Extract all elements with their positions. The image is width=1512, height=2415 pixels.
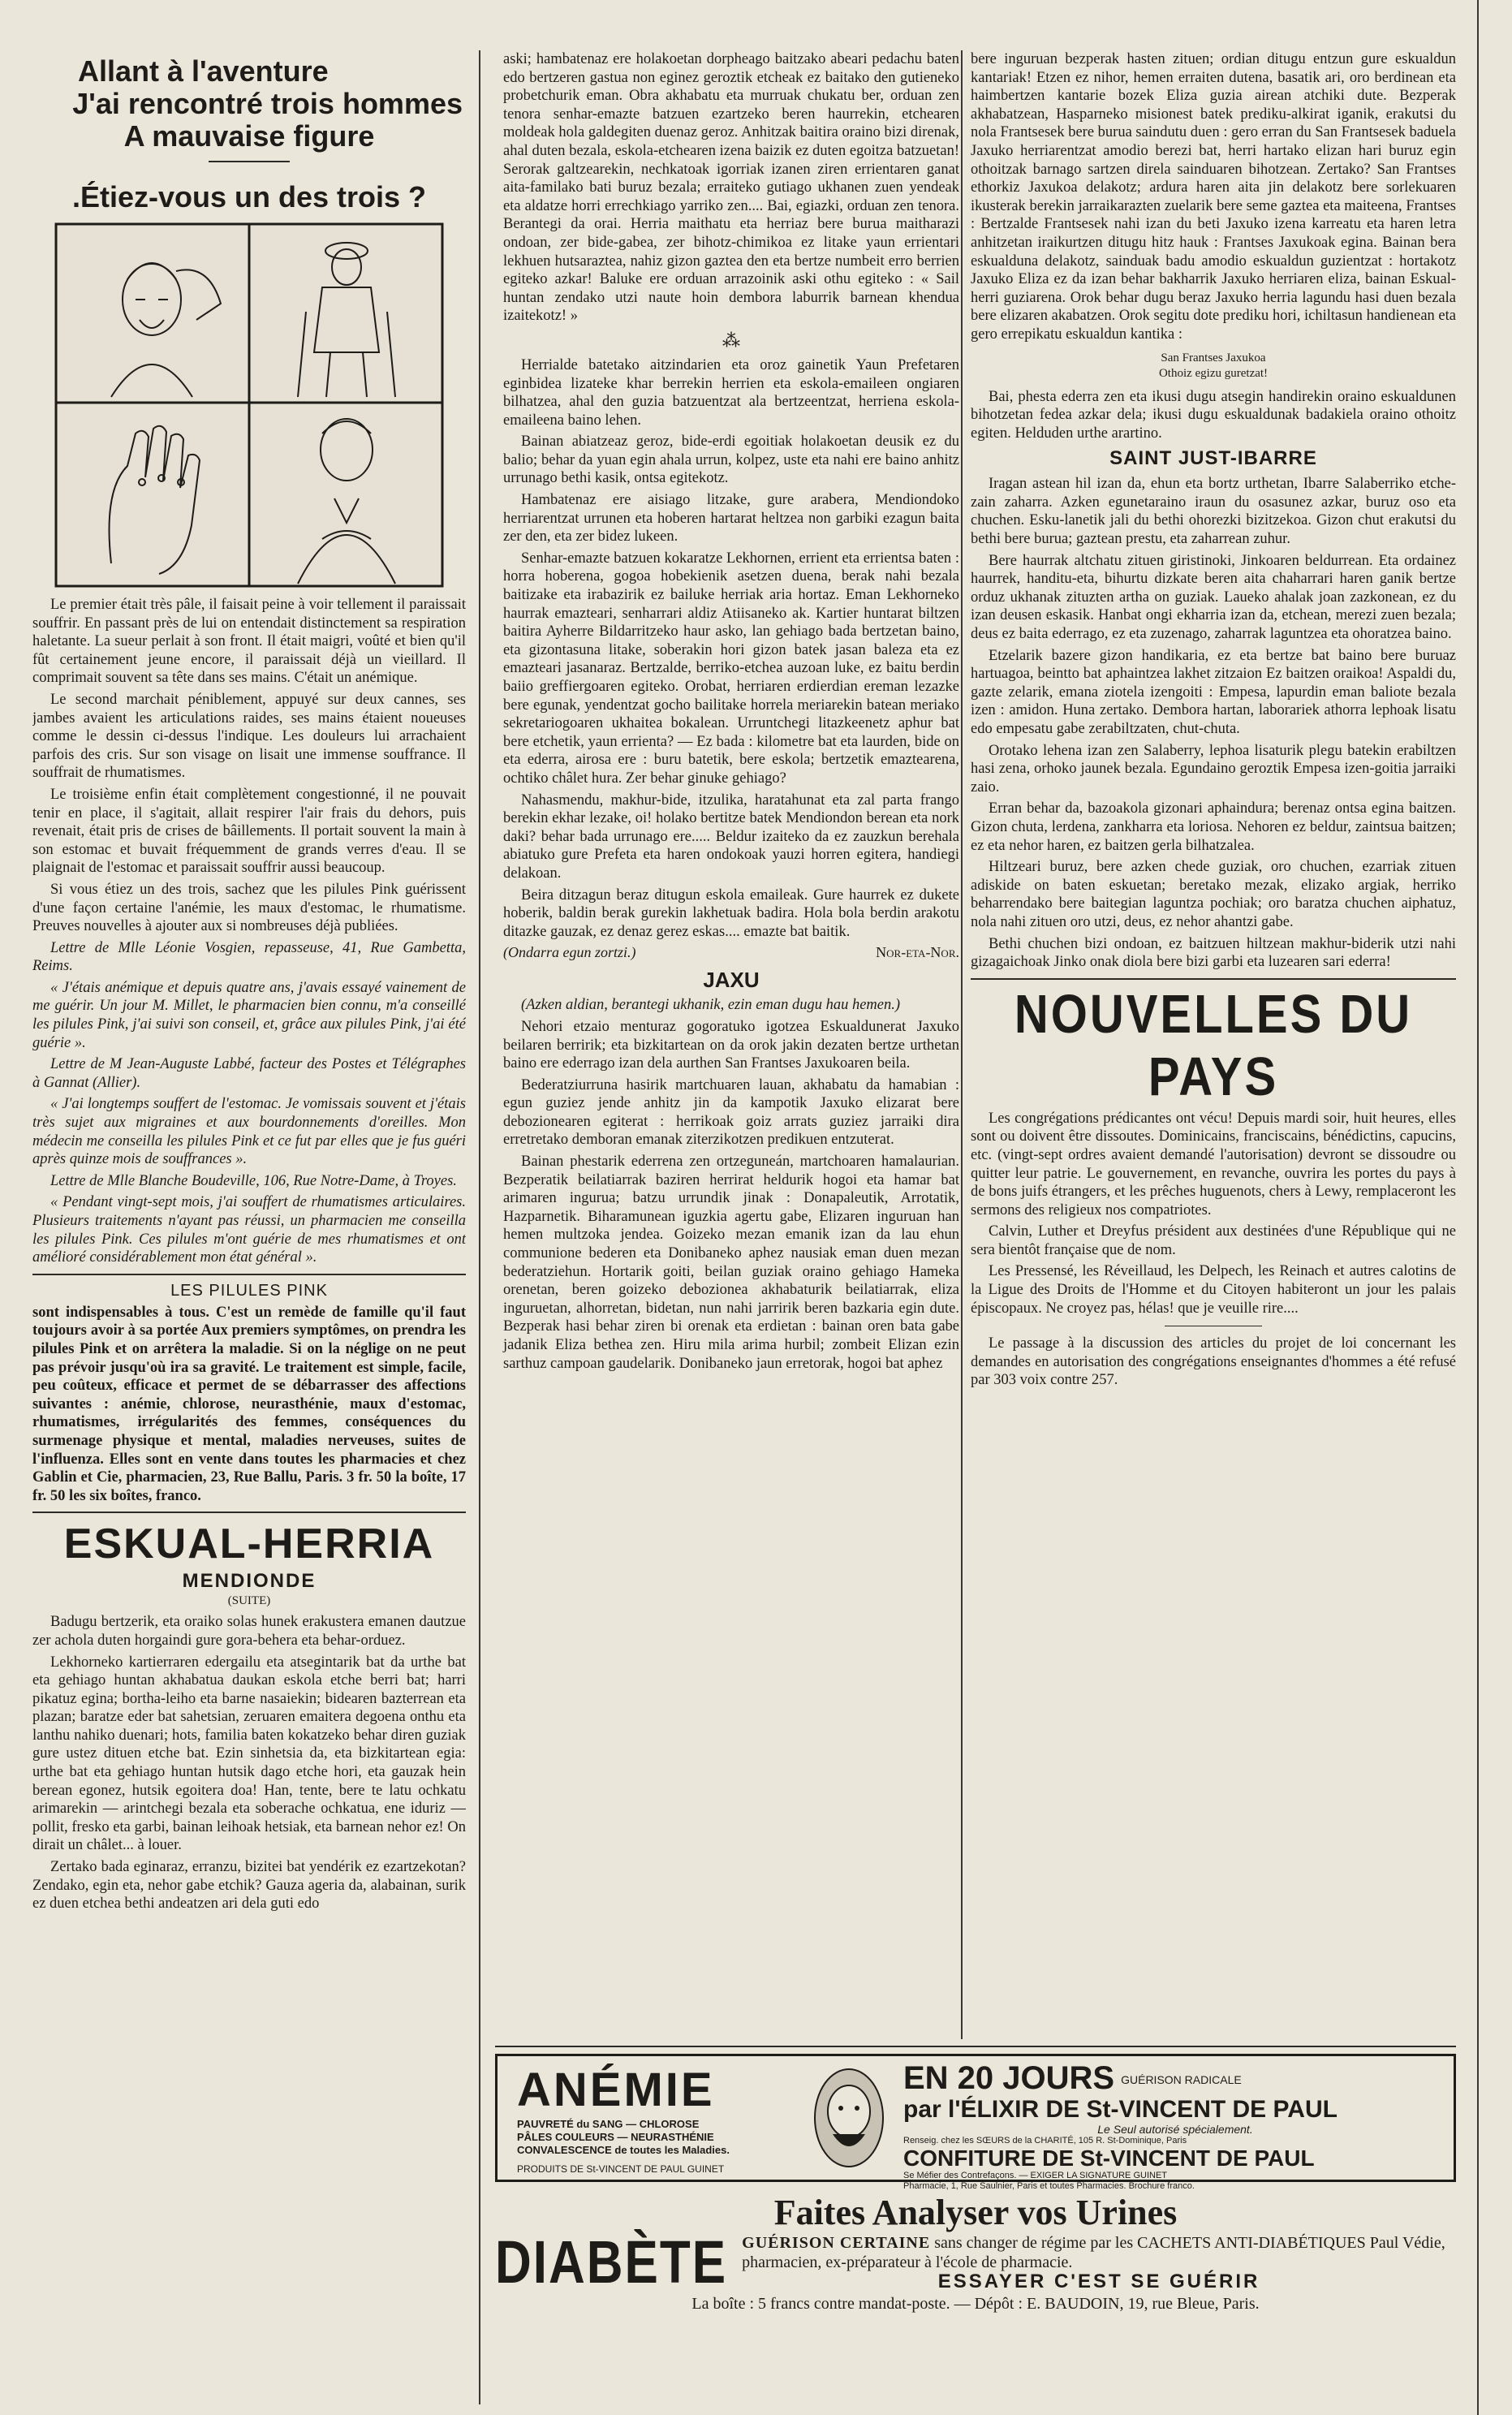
diabete-ad xyxy=(495,2228,1456,2296)
paragraph: Les congrégations prédicantes ont vécu! Depuis mardi soir, huit heures, elles sont ou doivent être dissoutes. Dominicains, franciscains, bénédictins, capucins, etc. (vingt-sept ordres avaient demandé l'autorisation) devront se dissoudre ou quitter leur patrie. Le gouvernement, en revanche, ouvrira les portes du pays à de bons juifs étrangers, et les prêches huguenots, chers à Lewy, remplaceront les sermons des religieux nos compatriotes. xyxy=(971,1110,1456,1218)
saint-just-title: SAINT JUST-IBARRE xyxy=(1109,447,1317,470)
paragraph: Etzelarik bazere gizon handikaria, ez eta bertze bat baino bere buruaz hartuagoa, beintto bat aphaintzea lakhet zitzaion Ez baitzen oraikoa! Aspaldi du, gazte zelarik, emana ziotela izengoiti : Empesa, lapurdin eman baliote bezala izen : amidon. Huna zertako. Dembora hartan, laborariek athorra lephoak lisatu edo empesatu gabe zerabiltzaten, chut-chuta. xyxy=(971,647,1456,737)
symptom-line: PÂLES COULEURS — NEURASTHÉNIE xyxy=(517,2131,714,2143)
illustration-three-men xyxy=(54,222,444,588)
diabete-text xyxy=(742,2233,1456,2292)
anemie-right-text xyxy=(903,2061,1447,2192)
pharmacie-address: Pharmacie, 1, Rue Saulnier, Paris et toutes Pharmacies. Brochure franco. xyxy=(903,2181,1195,2192)
confiture-line: CONFITURE DE St-VINCENT DE PAUL xyxy=(903,2145,1315,2171)
paragraph: Bere haurrak altchatu zituen giristinoki, Jinkoaren beldurrean. Eta ordainez haurrek, handitu-eta, bihurtu dizkate beren aita chaharrari haren ganik bertze orduz ukhanak zituzten artha on guziak. Laueko ahalak joan zazkonean, ez du izan deusen eskasik. Hanbat ongi ekharria izan da, etchean, merezi zuen bezala; deus ez baita ederrago, ez eta zuzenago, zaharrak laguntzea eta ohoratzea baino. xyxy=(971,552,1456,643)
paragraph: Hiltzeari buruz, bere azken chede guziak, oro chuchen, ezarriak zituen adiskide on baten eskuetan; beretako mezak, elizako argiak, herriko beharrendako bere baitegian laguntza pochiak; oro baratza chuchen aiphatuz, nola nahi zituen oro utzi, deus, ez nehor ahantzi gabe. xyxy=(971,859,1456,930)
seul-autorise: Le Seul autorisé spécialement. xyxy=(1097,2123,1253,2137)
anemie-ad xyxy=(495,2054,1456,2192)
hymn-line: San Frantses Jaxukoa xyxy=(1161,351,1266,364)
aventure-heading xyxy=(32,55,466,153)
saint-portrait-icon xyxy=(804,2061,894,2175)
signature-line xyxy=(503,944,959,961)
paragraph: Zertako bada eginaraz, erranzu, bizitei bat yendérik ez ezartzekotan? Zendako, egin eta, nehor gabe etchik? Gauza ageria da, alabainan, surik ez duen etchea bethi andeatzen ari dela guti edo xyxy=(32,1859,466,1913)
suite-label: (SUITE) xyxy=(227,1594,271,1608)
paragraph: Beira ditzagun beraz ditugun eskola emaileak. Gure haurrek ez dukete hoberik, baldin berak gurekin lakhetuak badira. Hola bola berdin arakotu ditazke gauzak, ez denaz gerez eskas.... emazte bat baitik. xyxy=(503,886,959,940)
paragraph: Erran behar da, bazoakola gizonari aphaindura; berenaz ontsa egina baitzen. Gizon chuta, lerdena, zankharra eta loriosa. Nehoren ez beldur, zaintsua baitzen; ez eta nehor haren, ez baitzen gerla bilhatzalea. xyxy=(971,800,1456,854)
pilules-title: LES PILULES PINK xyxy=(170,1281,328,1300)
paragraph: Si vous étiez un des trois, sachez que les pilules Pink guérissent d'une façon certaine l'anémie, les maux d'estomac, le rhumatisme. Preuves nouvelles à ajouter aux si nombreuses déjà publiées. xyxy=(32,881,466,935)
paragraph: Bethi chuchen bizi ondoan, ez baitzuen hiltzean makhur-biderik utzi nahi gizagaichoak Jinko onak diola bere bizi garbi eta luzearen sari ederra! xyxy=(971,935,1456,971)
etiez-heading: .Étiez-vous un des trois ? xyxy=(71,180,427,213)
short-rule xyxy=(209,161,290,162)
eskual-herria-title: ESKUAL-HERRIA xyxy=(63,1520,435,1568)
column-2 xyxy=(492,50,959,2055)
pilules-text: sont indispensables à tous. C'est un remède de famille qu'il faut toujours avoir à sa portée Aux premiers symptômes, on prendra les pilules Pink et on arrêtera la maladie. Si on la néglige on ne peut pas prévoir jusqu'où ira sa gravité. Le traitement est simple, facile, peu coûteux, efficace et permet de se débarrasser des affections suivantes : anémie, chlorose, neurasthénie, maux d'estomac, rhumatismes, irrégularités des femmes, conséquences du surmenage physique et mental, maladies nerveuses, suites de l'influenza. Elles sont en vente dans toutes les pharmacies et chez Gablin et Cie, pharmacien, 23, Rue Ballu, Paris. 3 fr. 50 la boîte, 17 fr. 50 les six boîtes, franco. xyxy=(32,1304,466,1504)
paragraph: Calvin, Luther et Dreyfus président aux destinées d'une République qui ne sera bientôt française que de nom. xyxy=(971,1223,1456,1258)
advertisements xyxy=(495,2046,1456,2314)
paragraph: Senhar-emazte batzuen kokaratze Lekhornen, errient eta errientsa baten : horra hoberena, gogoa hobekienik asetzen duena, berak nahi bezala baitizake eta irabazirik ez bailuke herriak aria hortaz. Eman Lekhorneko haurrak emazteari, senharrari aldiz Atiisaneko ak. Kartier huntarat biltzen baitira Ayherre Bildarritzeko haur asko, lan gehiago bada bertzetan baino, eta gizontasuna litake, soberakin hori gizon batek jasan baleza eta ez emazteari jasanaraz. Bertzalde, berriko-etchea auzoan luke, ez baitu berdin baiio greffiergoaren egiteko. Orobat, herriaren erdierdian ereman lezazke bere egunak, yendentzat gocho bailitake horrela meriarekin batean meriako sekretariogoaren ukhaitea bokalean. Urruntchegi litazkeenetz aphur bat bere etchetik, yaun errienta? — Ez bada : kilometre bat eta laurden, bide on eta ederra, airosa ere : buru batetik, bere eskola; bertzetik emaztearena, ochtiko châlet hura. Zer behar ginuke gehiago? xyxy=(503,550,959,787)
paragraph: Bainan abiatzeaz geroz, bide-erdi egoitiak holakoetan deusik ez du balio; behar da yuan egin ahala urrun, kolpez, uste eta nahi ere baino anhitz urrunago bethi kasik, ontsa egitekotz. xyxy=(503,433,959,487)
paragraph: Le premier était très pâle, il faisait peine à voir tellement il paraissait souffrir. En passant près de lui on entendait distinctement sa respiration haletante. La sueur perlait à son front. Il était maigri, voûté et bien qu'il fût certainement jeune encore, il paraissait déjà un vieillard. Il comprimait souvent sa tête dans ses mains. C'était un anémique. xyxy=(32,597,466,687)
to-be-continued: (Ondarra egun zortzi.) xyxy=(503,944,636,961)
letter-quote: « J'étais anémique et depuis quatre ans, j'avais essayé vainement de me guérir. Un jour M. Millet, le pharmacien bien connu, m'a conseillé les pilules Pink, j'ai suivi son conseil, et, grâce aux pilules Pink, j'ai été guérie ». xyxy=(32,979,466,1051)
letter-quote: « Pendant vingt-sept mois, j'ai souffert de rhumatismes articulaires. Plusieurs traitements n'ayant pas réussi, un pharmacien me conseilla les pilules Pink. Ces pilules m'ont guérie de mes rhumatismes et ont amélioré considérablement mon état général ». xyxy=(32,1194,466,1266)
heading-line: J'ai rencontré trois hommes xyxy=(72,87,463,120)
paragraph: Iragan astean hil izan da, ehun eta bortz urthetan, Ibarre Salaberriko etche-zain zaharra. Azken egunetaraino iraun du osasunez azkar, buruz oso eta chuchen. Esku-lanetik jali du bethi ohorezki bizitzekoa. Gizon chut erakutsi du bethi bere burua; gaztean prestu, eta zaharrean zuhur. xyxy=(971,476,1456,548)
section-rule xyxy=(32,1274,466,1275)
twenty-days: EN 20 JOURS xyxy=(903,2060,1115,2096)
paragraph: Bai, phesta ederra zen eta ikusi dugu atsegin handirekin oraino eskualdunen bihotzetan fedea azkar dela; ikusi dugu eskualdunak badakiela oraino othoitz egiten. Helduden urthe arartino. xyxy=(971,388,1456,442)
heading-line: Allant à l'aventure xyxy=(78,54,329,88)
letter-intro: Lettre de M Jean-Auguste Labbé, facteur des Postes et Télégraphes à Gannat (Allier). xyxy=(32,1056,466,1091)
guerison-certaine: GUÉRISON CERTAINE xyxy=(742,2234,931,2252)
paragraph: Bederatziurruna hasirik martchuaren lauan, akhabatu da hamabian : egun guziez jende anhitz jin da kampotik Jaxuko elizarat bere debozionearen egiterat : herrikoak goiz arrats guziez jarraiki dira erretretako demboran emanak ziterzikotzen predikuen entzuterat. xyxy=(503,1076,959,1149)
paragraph: Hambatenaz ere aisiago litzake, gure arabera, Mendiondoko herriarentzat urrunen eta hoberen hartarat heltzea non garbiki ezagun baita zer den, eta zer bidez lukeen. xyxy=(503,492,959,546)
paragraph: Nehori etzaio menturaz gogoratuko igotzea Eskualdunerat Jaxuko beilaren berririk; eta bizkitartean on da orok jakin dezaten bertze urthetan baino ere ederrago izan dela aurthen San Frantses Jaxukoaren beila. xyxy=(503,1018,959,1072)
jaxu-note: (Azken aldian, berantegi ukhanik, ezin eman dugu hau hemen.) xyxy=(521,997,901,1014)
paragraph: Le second marchait péniblement, appuyé sur deux cannes, ses jambes avaient les articulations raides, ses mains étaient noueuses comme le dessin ci-dessus l'indique. Les douleurs lui arrachaient parfois des cris. Sur son visage on lisait une immense souffrance. Il souffrait de rhumatismes. xyxy=(32,691,466,782)
symptom-line: CONVALESCENCE de toutes les Maladies. xyxy=(517,2144,730,2156)
paragraph: Badugu bertzerik, eta oraiko solas hunek erakustera emanen dautzue zer achola duten horgaindi gure gora-behera eta behar-orduez. xyxy=(32,1614,466,1649)
contrefacons-note: Se Méfier des Contrefaçons. — EXIGER LA SIGNATURE GUINET xyxy=(903,2171,1168,2181)
ads-rule xyxy=(495,2046,1456,2047)
mendionde-title: MENDIONDE xyxy=(182,1570,317,1593)
paragraph: Nahasmendu, makhur-bide, itzulika, haratahunat eta zal parta frango berekin ekhar lezake, oi! holako bertitze batek Mendiondon berean eta nork daki? behar bada urrunago ere..... Beldur izaiteko da ez zauzkun berehala abiatuko gure Prefeta eta haren ondokoak yauzi horren egitera, handiegi delakoan. xyxy=(503,791,959,882)
anemie-headline: ANÉMIE xyxy=(517,2064,715,2116)
paragraph: aski; hambatenaz ere holakoetan dorpheago baitzako abeari pedachu baten edo bertzeren gastua non eginez geroztik etcheak ez baitako den gutieneko probetchurik eman. Obra akhabatu eta murruak chukatu ber, orduan zen tenora senhar-emazte batzuen ezartzeko beren haurrekin, etchearen moldeak hola galdegiten duenaz geroz. Anhitzak baitira oraino bizi direnak, ahal duten bezala, eskola-etchearen izena baizik ez duten egoitza batzuetan! Serorak galtzearekin, nechkatoak igorriak izanen ziren errientaren ganat aita-familako bati buruz bezala; erraiteko gutiago ukhanen zuen yendeak eta aldatze horri errechkiago yarriko zen.... Bai, egiazki, orduan zen tenora. Berantegi da orai. Herria maithatu eta herriaz bere burua maitharazi ondoan, zer bide-gabea, zer bihotz-chimikoa ez litake yaun errientari lekhuen hutsaraztea, nahiz gizon gaztea den eta bertze numbeit erro berrien egiteko azkar! Baluke ere orduan arrazoinik aski othu egiteko : « Sail huntan zendako utzi naute hoin dembora laburrik barnean khendua izaitekotz! » xyxy=(503,51,959,325)
anemie-symptoms xyxy=(517,2118,730,2157)
paragraph: Bainan phestarik ederrena zen ortzeguneán, martchoaren hamalaurian. Bezperatik beilatiarrak baziren herrirat heldurik hogoi eta hamar bat arimaren ingurua; batzu urrundik jinak : Donapaleutik, Arrotatik, Hazparnetik. Biharamunean iguzkia agertu gabe, Elizaren inguruan han hemen multzoka jendea. Goizeko mezan emanik izan da lau ehun communione bederen eta Donibaneko aphez nausiak eman duen mezan bederatziehun. Hortarik goiti, beilan guziak oraino gehiago Hameka orenetan, beren goizeko debozionea akhabaturik beilatiarrak, eliza inguruetan, alhorretan, bidetan, nun nahi jarririk beren bazkaria egin dute. Bezperak hasi behar ziren bi orenak eta erdietan : bainan oren bata gabe jadanik Eliza bethea zen. Hiru mila arima hurbil; zombeit Elizan ezin sarthuz campoan gaudelarik. Donibaneko jaun erretorak, hogoi bat aphez xyxy=(503,1154,959,1372)
paragraph: Le troisième enfin était complètement congestionné, il ne pouvait tenir en place, il s'agitait, allait respirer l'air frais du dehors, puis revenait, était pris de crises de bâillements. Il portait souvent la main à son estomac et buvait fréquemment de grands verres d'eau. Il se plaignait de l'estomac et paraissait souffrir aussi beaucoup. xyxy=(32,786,466,877)
right-border xyxy=(1477,0,1479,2415)
paragraph: bere inguruan bezperak hasten zituen; ordian ditugu entzun gure eskualdun kantariak! Etzen ez nihor, hemen erraiten dutena, basatik ari, oro berdinean eta haimbertzen kantarie bozek Eliza guzia airean atchiki dute. Bezperak akhabatzean, Hasparneko misionest batek prediku-alkirat iganik, erakutsi du nola Frantsesek bere burua saindutu duen : gero erran du San Frantsesek baduela Jaxuko herriarentzat amodio berezi bat, herri hartako elizan hari buruz egin othoitzak barnago sartzen direla sainduaren bihotzean. Zertako? San Frantses ethorkiz Jaxukoa delakotz; ardura haren aita jin delakotz bere sorlekuaren ikusterak berekin jarraikarazten zuelarik bere seme gaztea eta maiteena, Frantses : Bertzalde Frantsesek nahi izan du beti Jaxuko izena karreatu eta haren letra anhitzetan iraikurtzen ditugu hitz hauk : Frantses Jaxukoak egina. Bainan bera eskualduna delakotz, sainduak badu amodio eskualdun guzientzat : hortakotz Jaxuko Eliza ez da izan behar bakharrik Jaxuko herriaren eliza, bainan Eskual-herri guziarena. Orok behar dugu beraz Jaxuko herria lagundu hasi duen bezala bere elizaren akabatzen. Orok segitu dote prediku hori, ichiltasun handienean eta gero errepikatu eskualdun kantika : xyxy=(971,51,1456,343)
urines-headline: Faites Analyser vos Urines xyxy=(773,2193,1178,2232)
paragraph: Le passage à la discussion des articles du projet de loi concernant les demandes en autorisation des congrégations enseignantes d'hommes a été refusé par 303 voix contre 257. xyxy=(971,1335,1456,1389)
section-rule xyxy=(32,1512,466,1513)
symptom-line: PAUVRETÉ du SANG — CHLOROSE xyxy=(517,2118,700,2130)
renseignements: Renseig. chez les SŒURS de la CHARITÉ, 105 R. St-Dominique, Paris xyxy=(903,2136,1187,2146)
cachets-text: sans changer de régime par les CACHETS ANTI-DIABÉTIQUES Paul Védie, pharmacien, ex-préparateur à l'école de pharmacie. xyxy=(742,2234,1445,2271)
anemie-products: PRODUITS DE St-VINCENT DE PAUL GUINET xyxy=(517,2163,725,2175)
letter-intro: Lettre de Mlle Blanche Boudeville, 106, Rue Notre-Dame, à Troyes. xyxy=(50,1172,457,1189)
diabete-word: DIABÈTE xyxy=(495,2228,728,2296)
letter-quote: « J'ai longtemps souffert de l'estomac. Je vomissais souvent et j'étais très sujet aux migraines et aux bourdonnements d'oreilles. Mon médecin me conseilla les pilules Pink et ce fut par elles que je fus guéri après quinze mois de souffrances ». xyxy=(32,1096,466,1168)
elixir-line: par l'ÉLIXIR DE St-VINCENT DE PAUL xyxy=(903,2096,1338,2124)
paragraph: Les Pressensé, les Réveillaud, les Delpech, les Reinach et autres calotins de la Ligue des Droits de l'Homme et du Citoyen habiteront un jour les palais épiscopaux. Ne croyez pas, hélas! que je veuille rire.... xyxy=(971,1263,1456,1317)
hymn-line: Othoiz egizu guretzat! xyxy=(1158,366,1269,380)
column-3 xyxy=(959,50,1456,2055)
column-rule-1 xyxy=(479,50,480,2404)
nouvelles-title: NOUVELLES DU PAYS xyxy=(1014,983,1413,1107)
paragraph: Orotako lehena izan zen Salaberry, lephoa lisaturik plegu batekin erabiltzen hasi zena, orhoko jaunek bezala. Egundaino geroztik Empesa izen-goitia jarraiki zaio. xyxy=(971,742,1456,796)
column-1 xyxy=(32,50,466,2404)
jaxu-title: JAXU xyxy=(703,968,760,993)
section-asterism: ⁂ xyxy=(722,330,740,351)
paragraph: Lekhorneko kartierraren edergailu eta atsegintarik bat da urthe bat eta gehiago huntan akhabatua daukan eskola etche berri bat; harri pikatuz egina; bortha-leiho eta barne nasaiekin; bidearen bazterrean eta plazan; baratze eder bat sahetsian, zeruaren emaitera degoena onthu eta lanthu nahiko duenari; hots, familia baten kokatzeko behar diren guziak gure ustez dituen etche bat. Ezin sinhetsia da, eta bizkitartean egia: urthe bat eta gehiago huntan hutsik dago etche hori, eta gauzak hein berean egonez, hutsik egoitera doa! Han, tente, bere te latu ochkatu arimarekin — arintchegi bezala eta soberache ochkatua, ene iduriz — pollit, fresko eta garbi, bainan leihoak hetsiak, eta barnean nehor ez! On dirait un châlet... à louer. xyxy=(32,1654,466,1854)
letter-intro: Lettre de Mlle Léonie Vosgien, repasseuse, 41, Rue Gambetta, Reims. xyxy=(32,939,466,975)
hymn-quote xyxy=(971,351,1456,382)
section-rule xyxy=(971,978,1456,980)
essayer-slogan: ESSAYER C'EST SE GUÉRIR xyxy=(937,2271,1260,2292)
heading-line: A mauvaise figure xyxy=(123,119,375,153)
paragraph: Herrialde batetako aitzindarien eta oroz gainetik Yaun Prefetaren eginbidea lizateke khar berrekin herrien eta eskola-emaileen ongiaren bilhatzea, ahal den guzia batzuentzat ala bertzeentzat, herriena eskola-emaileena baino lehen. xyxy=(503,356,959,429)
price-address: La boîte : 5 francs contre mandat-poste. — Dépôt : E. BAUDOIN, 19, rue Bleue, Paris. xyxy=(691,2295,1260,2313)
guerison-radicale: GUÉRISON RADICALE xyxy=(1121,2073,1242,2087)
author-signature: Nor-eta-Nor. xyxy=(876,944,959,961)
